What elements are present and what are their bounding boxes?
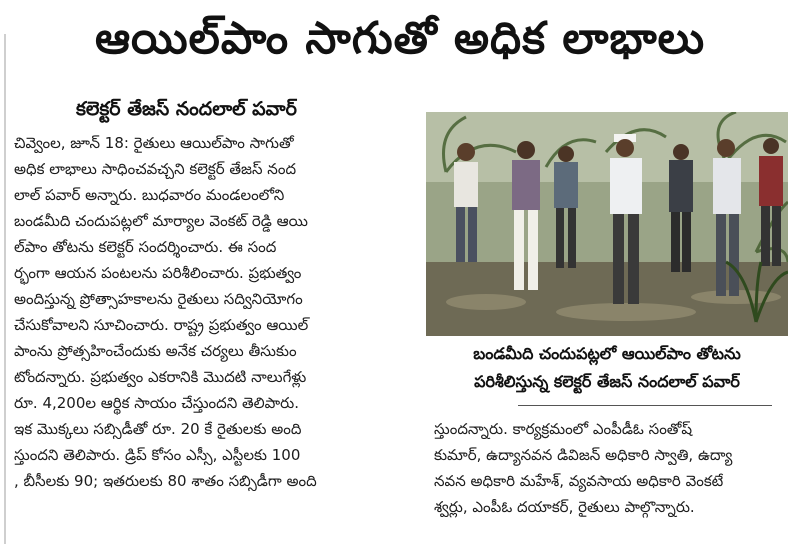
- caption-line: పరిశీలిస్తున్న కలెక్టర్ తేజస్ నందలాల్ పవార్: [474, 372, 740, 391]
- body-line: శ్వర్లు, ఎంపీఓ దయాకర్, రైతులు పాల్గొన్నారు.: [434, 498, 695, 516]
- body-line: పాంను ప్రోత్సహించేందుకు అనేక చర్యలు తీసుకుం: [14, 342, 297, 360]
- byline: కలెక్టర్ తేజస్ నందలాల్ పవార్: [76, 98, 297, 120]
- body-line: ఇక మొక్కలు సబ్సిడీతో రూ. 20 కే రైతులకు అంది: [14, 420, 302, 438]
- news-photo: [426, 112, 788, 336]
- body-line: చేసుకోవాలని సూచించారు. రాష్ట్ర ప్రభుత్వం ఆయిల్: [14, 316, 309, 334]
- body-line: స్తుందన్నారు. కార్యక్రమంలో ఎంపీడీఓ సంతోష్: [434, 420, 693, 438]
- body-line: లాల్ పవార్ అన్నారు. బుధవారం మండలంలోని: [14, 186, 285, 204]
- body-line: నవన అధికారి మహేశ్, వ్యవసాయ అధికారి వెంకటే: [434, 472, 724, 490]
- body-line: అందిస్తున్న ప్రోత్సాహకాలను రైతులు సద్వినియోగం: [14, 290, 303, 308]
- body-line: ల్‌పాం తోటను కలెక్టర్ సందర్శించారు. ఈ సంద: [14, 238, 277, 256]
- photo-caption: [426, 340, 788, 400]
- column-rule: [4, 34, 6, 544]
- article-body-left: [14, 130, 412, 550]
- caption-divider: [518, 405, 772, 406]
- body-line: బండమీది చందుపట్లలో మార్యాల వెంకట్ రెడ్డి ఆయి: [14, 212, 308, 230]
- photo-illustration: [426, 112, 788, 336]
- body-line: , బీసీలకు 90; ఇతరులకు 80 శాతం సబ్సిడీగా అంది: [14, 472, 317, 490]
- body-line: స్తుందని తెలిపారు. డ్రిప్ కోసం ఎస్సీ, ఎస్టీలకు 100: [14, 446, 301, 464]
- body-line: రూ. 4,200ల ఆర్థిక సాయం చేస్తుందని తెలిపారు.: [14, 394, 299, 412]
- body-line: టోందన్నారు. ప్రభుత్వం ఎకరానికి మొదటి నాలుగేళ్లు: [14, 368, 307, 386]
- caption-line: బండమీది చందుపట్లలో ఆయిల్‌పాం తోటను: [473, 344, 741, 363]
- body-line: ర్భంగా ఆయన పంటలను పరిశీలించారు. ప్రభుత్వం: [14, 264, 302, 282]
- body-line: అధిక లాభాలు సాధించవచ్చని కలెక్టర్ తేజస్ నంద: [14, 160, 297, 178]
- headline: ఆయిల్‌పాం సాగుతో అధిక లాభాలు: [94, 13, 706, 64]
- article-body-right: [434, 416, 790, 548]
- body-line: చివ్వెంల, జూన్ 18: రైతులు ఆయిల్‌పాం సాగుతో: [14, 134, 294, 152]
- body-line: కుమార్, ఉద్యానవన డివిజన్ అధికారి స్వాతి, ఉద్యా: [434, 446, 733, 464]
